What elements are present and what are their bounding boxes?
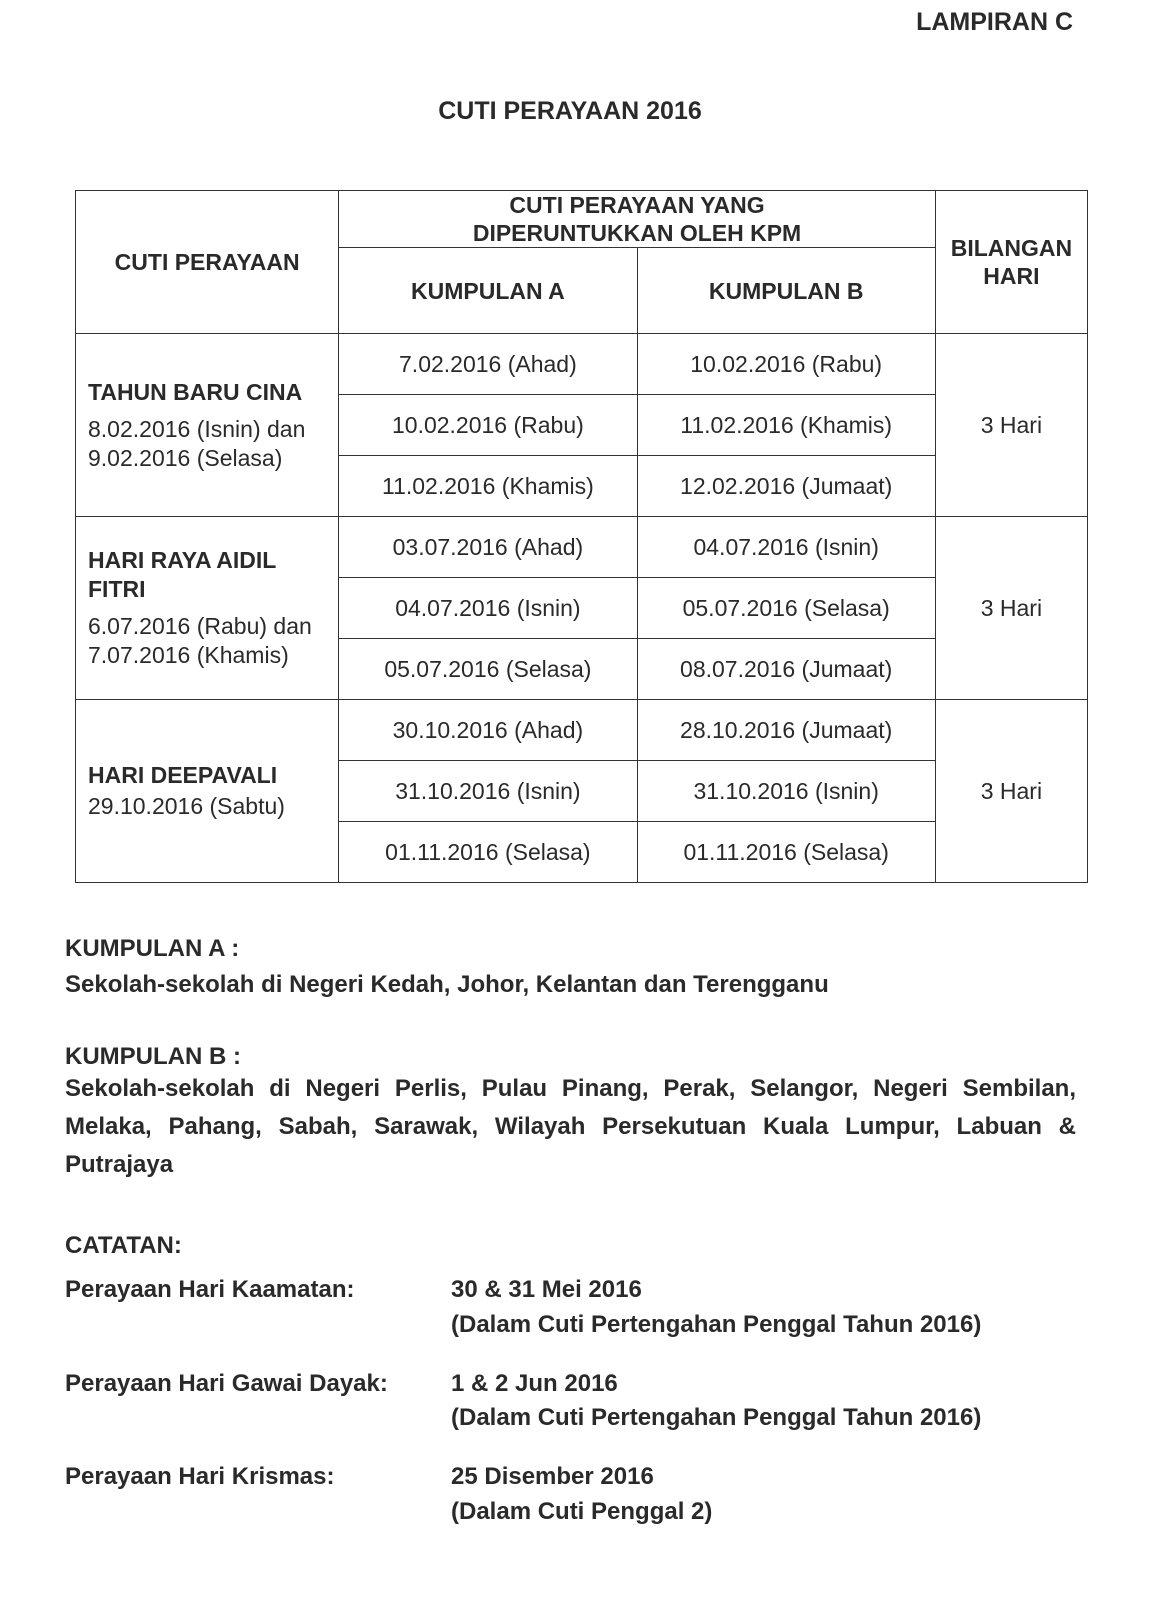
group-b-date: 28.10.2016 (Jumaat) [637, 700, 935, 761]
festival-date: 6.07.2016 (Rabu) dan 7.07.2016 (Khamis) [88, 613, 312, 668]
festival-cell [76, 700, 339, 883]
catatan-note: (Dalam Cuti Pertengahan Penggal Tahun 2016) [451, 1404, 982, 1431]
festival-date: 29.10.2016 (Sabtu) [88, 793, 285, 819]
festival-cell [76, 517, 339, 700]
header-allocated: CUTI PERAYAAN YANG DIPERUNTUKKAN OLEH KPM [339, 191, 936, 248]
group-a-date: 04.07.2016 (Isnin) [339, 578, 637, 639]
page-title: CUTI PERAYAAN 2016 [438, 97, 702, 125]
appendix-label: LAMPIRAN C [916, 8, 1073, 36]
days-count: 3 Hari [935, 517, 1087, 700]
days-count: 3 Hari [935, 700, 1087, 883]
group-b-date: 31.10.2016 (Isnin) [637, 761, 935, 822]
festival-name: TAHUN BARU CINA [88, 378, 303, 405]
group-b-description: Sekolah-sekolah di Negeri Perlis, Pulau Pinang, Perak, Selangor, Negeri Sembilan, Melaka, Pahang, Sabah, Sarawak, Wilayah Persekutuan Kuala Lumpur, Labuan & Putrajaya [65, 1075, 1076, 1178]
header-group-b: KUMPULAN B [637, 248, 935, 334]
header-group-a: KUMPULAN A [339, 248, 637, 334]
group-a-date: 05.07.2016 (Selasa) [339, 639, 637, 700]
group-b-date: 11.02.2016 (Khamis) [637, 395, 935, 456]
header-days: BILANGAN HARI [935, 191, 1087, 334]
festival-name: HARI RAYA AIDIL FITRI [88, 547, 276, 602]
group-a-date: 7.02.2016 (Ahad) [339, 334, 637, 395]
catatan-date: 25 Disember 2016 [451, 1463, 654, 1490]
group-b-date: 04.07.2016 (Isnin) [637, 517, 935, 578]
group-b-title: KUMPULAN B : [65, 1043, 241, 1070]
group-b-date: 01.11.2016 (Selasa) [637, 822, 935, 883]
group-a-title: KUMPULAN A : [65, 935, 240, 962]
group-b-date: 10.02.2016 (Rabu) [637, 334, 935, 395]
header-festival: CUTI PERAYAAN [76, 191, 339, 334]
catatan-note: (Dalam Cuti Pertengahan Penggal Tahun 2016) [451, 1311, 982, 1338]
group-b-date: 08.07.2016 (Jumaat) [637, 639, 935, 700]
group-a-date: 30.10.2016 (Ahad) [339, 700, 637, 761]
festival-date: 8.02.2016 (Isnin) dan 9.02.2016 (Selasa) [88, 415, 306, 471]
group-a-date: 01.11.2016 (Selasa) [339, 822, 637, 883]
group-a-description: Sekolah-sekolah di Negeri Kedah, Johor, Kelantan dan Terengganu [65, 971, 829, 998]
days-count: 3 Hari [935, 334, 1087, 517]
festival-cell [76, 334, 339, 517]
catatan-date: 30 & 31 Mei 2016 [451, 1276, 642, 1303]
catatan-label: Perayaan Hari Krismas: [65, 1463, 335, 1490]
group-b-date: 05.07.2016 (Selasa) [637, 578, 935, 639]
catatan-label: Perayaan Hari Kaamatan: [65, 1276, 355, 1303]
group-a-date: 31.10.2016 (Isnin) [339, 761, 637, 822]
catatan-label: Perayaan Hari Gawai Dayak: [65, 1370, 388, 1397]
group-a-date: 03.07.2016 (Ahad) [339, 517, 637, 578]
group-a-date: 10.02.2016 (Rabu) [339, 395, 637, 456]
holiday-table [75, 190, 1088, 883]
catatan-title: CATATAN: [65, 1232, 182, 1259]
group-a-date: 11.02.2016 (Khamis) [339, 456, 637, 517]
catatan-date: 1 & 2 Jun 2016 [451, 1370, 618, 1397]
group-b-date: 12.02.2016 (Jumaat) [637, 456, 935, 517]
festival-name: HARI DEEPAVALI [88, 762, 278, 788]
catatan-note: (Dalam Cuti Penggal 2) [451, 1498, 713, 1525]
